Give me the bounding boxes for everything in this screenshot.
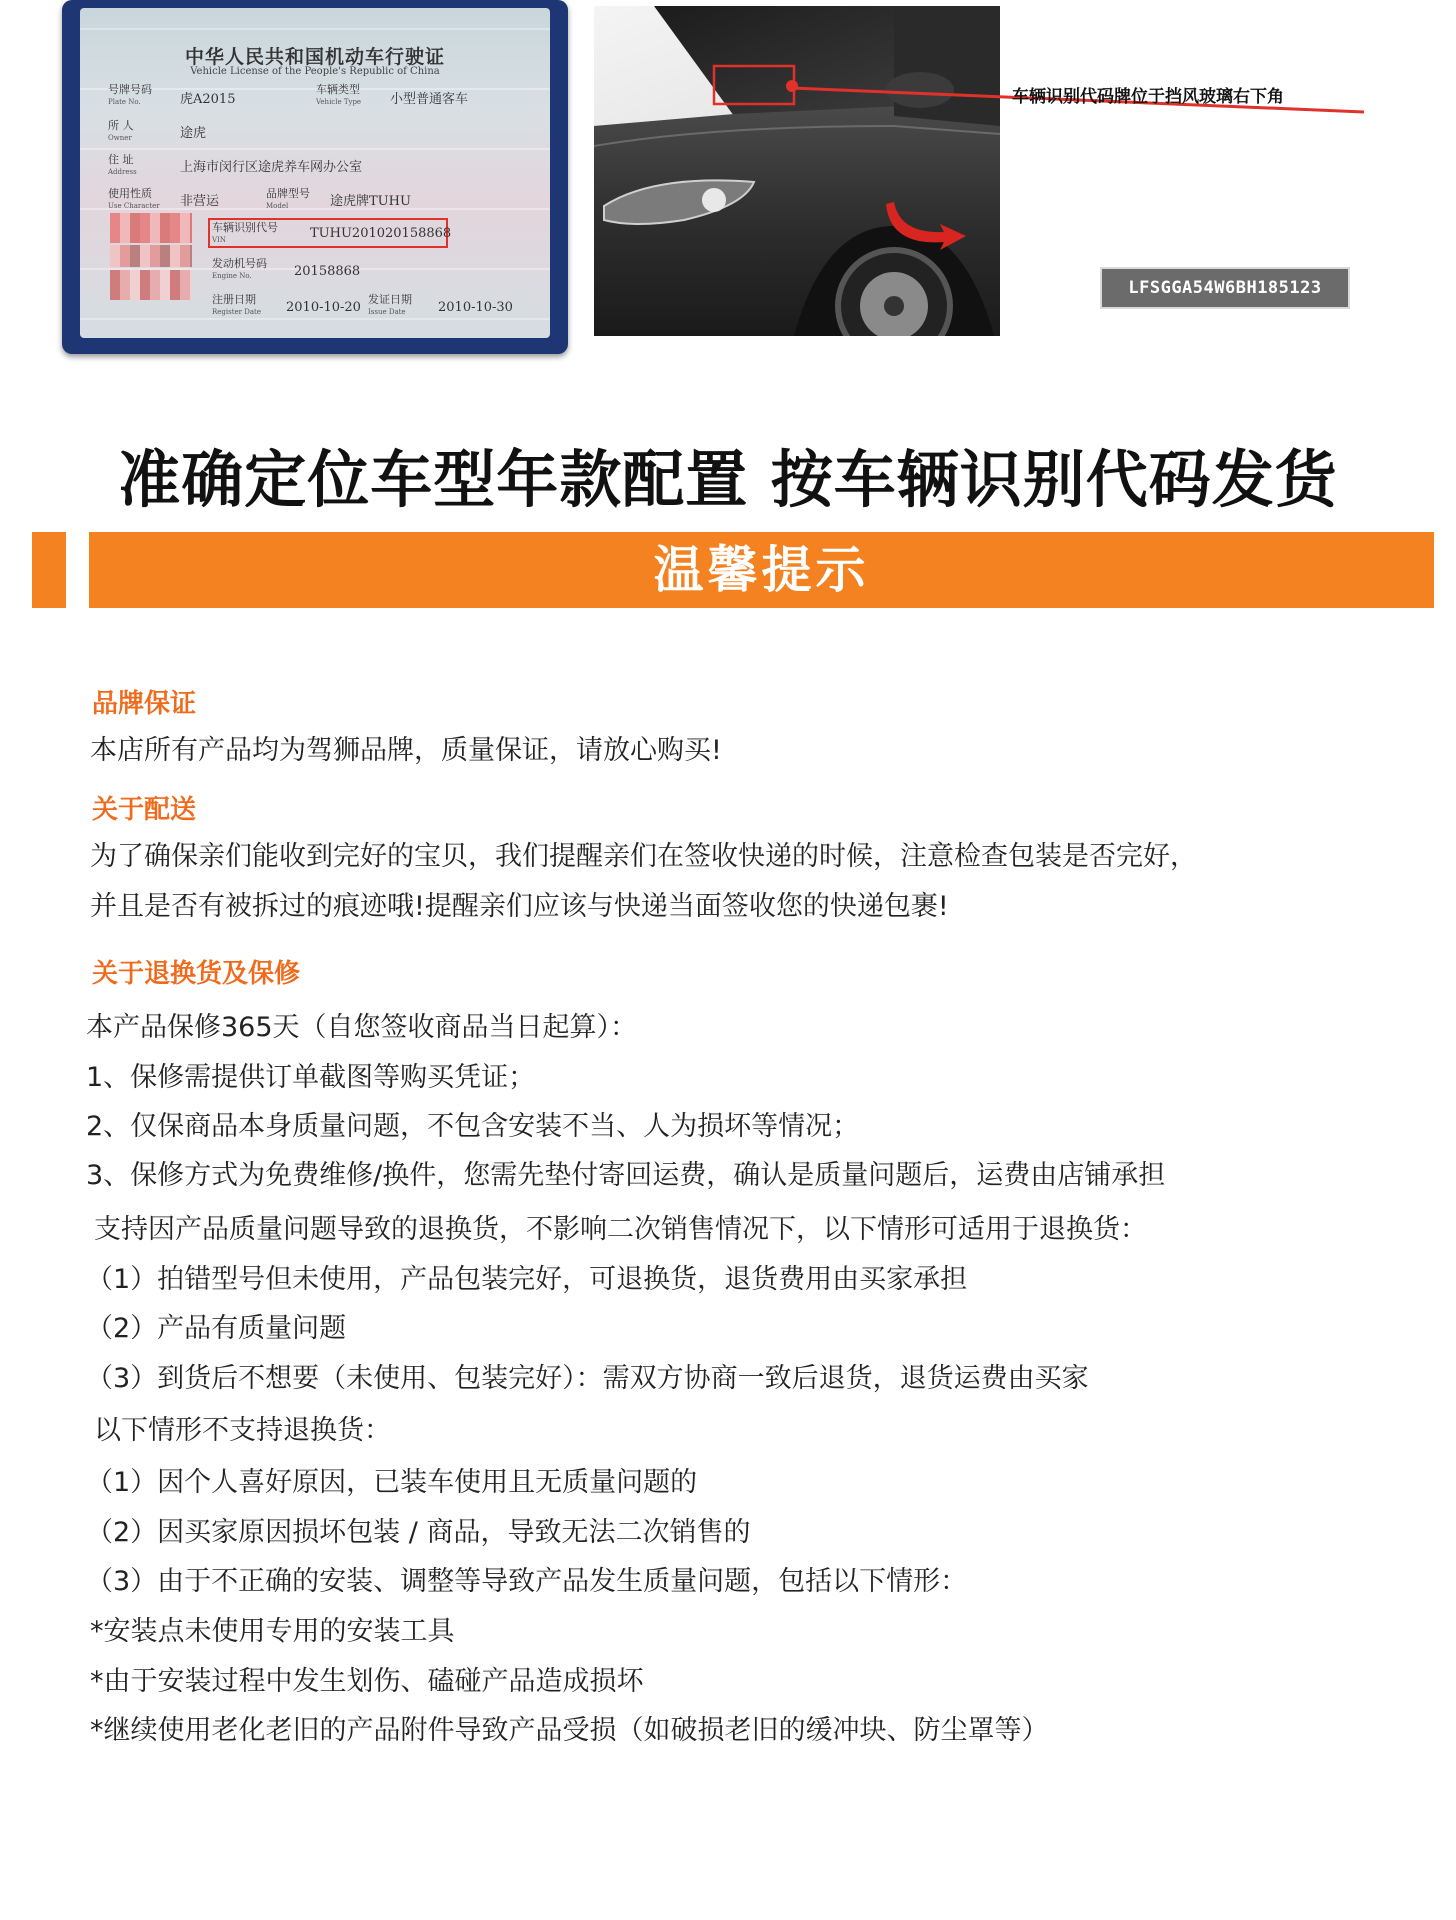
engine-label: 发动机号码 Engine No. bbox=[212, 257, 267, 280]
windshield-vin-note: 车辆识别代码牌位于挡风玻璃右下角 bbox=[1012, 87, 1284, 107]
model-label: 品牌型号 Model bbox=[266, 187, 310, 210]
headline: 准确定位车型年款配置 按车辆识别代码发货 bbox=[118, 443, 1338, 516]
returns-line: 1、保修需提供订单截图等购买凭证； bbox=[86, 1062, 536, 1093]
issue-value: 2010-10-30 bbox=[438, 300, 513, 315]
banner-title: 温馨提示 bbox=[653, 541, 870, 599]
register-label: 注册日期 Register Date bbox=[212, 293, 261, 316]
vehicle-license-card bbox=[80, 8, 550, 338]
register-value: 2010-10-20 bbox=[286, 300, 361, 315]
car-photo bbox=[594, 6, 1000, 336]
plate-label: 号牌号码 Plate No. bbox=[108, 83, 152, 106]
use-value: 非营运 bbox=[180, 194, 220, 209]
license-title: 中华人民共和国机动车行驶证 bbox=[184, 46, 445, 68]
returns-line: （2）产品有质量问题 bbox=[86, 1313, 347, 1344]
vin-plate: LFSGGA54W6BH185123 bbox=[1100, 267, 1350, 309]
plate-value: 虎A2015 bbox=[180, 92, 236, 107]
delivery-line: 并且是否有被拆过的痕迹哦!提醒亲们应该与快递当面签收您的快递包裹! bbox=[90, 891, 949, 922]
returns-line: 以下情形不支持退换货： bbox=[94, 1415, 391, 1446]
car-illustration bbox=[594, 6, 1000, 336]
owner-value: 途虎 bbox=[180, 126, 207, 141]
type-value: 小型普通客车 bbox=[390, 92, 469, 107]
returns-line: （1）因个人喜好原因，已装车使用且无质量问题的 bbox=[86, 1467, 698, 1498]
returns-line: 3、保修方式为免费维修/换件，您需先垫付寄回运费，确认是质量问题后，运费由店铺承担 bbox=[86, 1160, 1166, 1191]
banner-left-tab bbox=[32, 532, 66, 608]
redacted-block bbox=[110, 270, 192, 300]
type-label: 车辆类型 Vehicle Type bbox=[316, 83, 362, 106]
address-label: 住 址 Address bbox=[108, 153, 137, 176]
model-value: 途虎牌TUHU bbox=[330, 194, 411, 209]
address-value: 上海市闵行区途虎养车网办公室 bbox=[180, 160, 363, 175]
returns-line: （3）由于不正确的安装、调整等导致产品发生质量问题，包括以下情形： bbox=[86, 1566, 968, 1597]
returns-line: （2）因买家原因损坏包装 / 商品，导致无法二次销售的 bbox=[86, 1517, 751, 1548]
vin-label: 车辆识别代号 VIN bbox=[212, 221, 278, 244]
issue-label: 发证日期 Issue Date bbox=[368, 293, 412, 316]
owner-label: 所 人 Owner bbox=[108, 119, 134, 142]
vin-value: TUHU201020158868 bbox=[310, 226, 452, 241]
brand-line: 本店所有产品均为驾狮品牌，质量保证，请放心购买! bbox=[90, 735, 722, 766]
engine-value: 20158868 bbox=[294, 264, 361, 279]
section-title-brand: 品牌保证 bbox=[92, 689, 197, 719]
returns-line: *由于安装过程中发生划伤、磕碰产品造成损坏 bbox=[90, 1666, 644, 1697]
returns-line: *安装点未使用专用的安装工具 bbox=[90, 1616, 455, 1647]
section-title-delivery: 关于配送 bbox=[92, 795, 197, 825]
license-subtitle: Vehicle License of the People's Republic of China bbox=[190, 66, 440, 77]
delivery-line: 为了确保亲们能收到完好的宝贝，我们提醒亲们在签收快递的时候，注意检查包装是否完好， bbox=[90, 841, 1197, 872]
returns-line: 本产品保修365天（自您签收商品当日起算）： bbox=[86, 1012, 638, 1043]
section-title-returns: 关于退换货及保修 bbox=[92, 959, 301, 989]
redacted-block bbox=[110, 213, 192, 243]
redacted-block bbox=[110, 245, 192, 267]
returns-line: 支持因产品质量问题导致的退换货，不影响二次销售情况下，以下情形可适用于退换货： bbox=[94, 1214, 1147, 1245]
use-label: 使用性质 Use Character bbox=[108, 187, 160, 210]
returns-line: （1）拍错型号但未使用，产品包装完好，可退换货，退货费用由买家承担 bbox=[86, 1264, 968, 1295]
returns-line: *继续使用老化老旧的产品附件导致产品受损（如破损老旧的缓冲块、防尘罩等） bbox=[90, 1715, 1049, 1746]
returns-line: 2、仅保商品本身质量问题，不包含安装不当、人为损坏等情况； bbox=[86, 1111, 860, 1142]
returns-line: （3）到货后不想要（未使用、包装完好）：需双方协商一致后退货，退货运费由买家 bbox=[86, 1363, 1089, 1394]
